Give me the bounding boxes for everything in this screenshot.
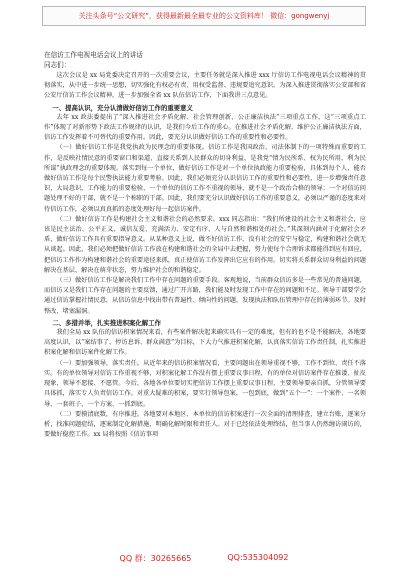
footer-qq: QQ:535304092 [227,553,289,562]
footer-contact [0,553,408,564]
body-paragraph: 我们全局 xx 队伍的信访积案情况来看，有些案件解决起来确实具有一定的难度，但有的也不是不能解决，各地要高度认识，以“案结事了、停访息诉、群众满意”为目标，下大力气推进积案化解，认真落实信访工作责任制，扎实推进积案化解和信访案件化解工作。 [44,329,366,357]
body-paragraph: 去年 xx 政法委提出了“深入推进社会矛盾化解、社会管理创新、公正廉洁执法”三项重点工作，这“三项重点工作”体现了对新形势下政法工作规律的认识，是我们今后工作的重心。在推进社会矛盾化解、维护公正廉洁执法方面，信访工作发挥着不可替代的重要作用。因此，要充分认识做好信访工作的重要性和必要性。 [44,113,366,142]
body-paragraph: （一）做好信访工作是我党执政为民理念的重要体现。信访工作是我国政治、司法体制下的一项特殊而重要的工作，是反映社情民意的重要窗口和渠道，直接关系到人民群众的切身利益，是我党“情为民所系、权为民所用、利为民所谋”执政理念的重要体现。落实到每一个单位，做好信访工作是对一个单位执政能力重要检验，具体到每个人，能否做好信访工作是每个民警执法能力重要考验。因此，我们必须充分认识信访工作的重要性和必要性，进一步增强责任意识，大局意识，工作能力的重要检验，一个单位的信访工作不重视的领导，就不是一个政治合格的领导；一个对信访问题处理不好的干部，就不是一个称职的干部。因此，我们要充分认识做好信访工作的重要意义，必须以严谨的态度来对待信访工作，必须以真真抓的态度处理好每一起信访案件。 [44,144,366,213]
section-heading: 一、提高认识，充分认清做好信访工作的重要意义 [52,103,193,112]
footer-qq-group: QQ 群：30265665 [119,554,192,563]
section-heading: 二、多措并举，扎实推进积案化解工作 [52,318,161,327]
body-paragraph: （二）要摸清底数，有序推进。各地要对本地区、本单位的信访积案进行一次全面的清理排查，建立台账，逐案分析，找准问题症结，逐案制定化解措施，明确化解时限和责任人。对于已经依法处理终结，但当事人仍然缠访闹访的，要做好稳控工作。xx 局将按照《信访事项 [44,410,366,439]
intro-paragraph: 这次会议是 xx 局党委决定召开的一次重要会议，主要任务就是深入推进 xxx 厅信访工作电视电话会议精神的贯彻落实，从中进一步统一思想，切实强化有权必有责、用权受监督、违规要追究意识。为深入推进贯彻落实公安部和省公安厅信访工作会议精神，进一步加强全省 xx 队伍信访工作，下面我讲三点意见。 [44,72,366,100]
document-greeting: 同志们： [44,61,71,69]
document-title: 在信访工作电视电话会议上的讲话 [44,51,143,59]
document-page [44,50,366,548]
body-paragraph: （二）做好信访工作是构建社会主义和谐社会的必然要求。xxx 同志指出：“我们所建设的社会主义和谐社会，应该是民主法治、公平正义、诚信友爱、充满活力、安定有序、人与自然和谐相处的社会。”其深刻内涵对于化解社会矛盾，做好信访工作具有重要指导意义。从某种意义上说，做不好信访工作，没有社会的安宁与稳定，构建和谐社会就无从谈起。因此，我们必须把做好信访工作放在构建和谐社会的全局中去把握，努力使每个合理诉求都能得到应有回应，把信访工作作为构建和谐社会的重要途径来抓，真正使信访工作发挥出它应有的作用。切实将关系群众切身利益的问题解决在基层、解决在萌芽状态，努力维护社会的和谐稳定。 [44,215,366,274]
body-paragraph: （三）做好信访工作是解决我们工作中存在问题的重要手段。客观地说，当前群众信访多是一些常见的普通问题，而信访又是我们工作存在问题的主要反馈，通过广开言路，我们能及时发现工作中存在的问题和不足。领导干部要学会通过信访掌握社情民意，从信访信息中找出带有普遍性、倾向性的问题，发现执法和队伍管理中存在的薄弱环节。及时整改，堵塞漏洞。 [44,277,366,315]
header-banner [42,6,366,26]
banner-text: 关注头条号“公文研究”，获得最新最全最专业的公文资料库！ 微信：gongwenyj [78,12,330,20]
body-paragraph: （一）要加强领导，落实责任。从近年来的信访积案情况看，主要问题出在领导重视不够，工作不到位、责任不落实。有的单位领导对信访工作重视不够，对积案化解工作没有摆上重要议事日程，有的单位对信访案件存在推诿、扯皮现象，领导不愿接、不愿管。今后，各地各单位要切实把信访工作摆上重要议事日程，主要领导要亲自抓，分管领导要具体抓，落实专人负责信访工作。对重大疑难的积案，要实行领导包案，一包到底，做到“五个一”：一个案件、一名领导、一套班子、一个方案、一抓到底。 [44,359,366,408]
